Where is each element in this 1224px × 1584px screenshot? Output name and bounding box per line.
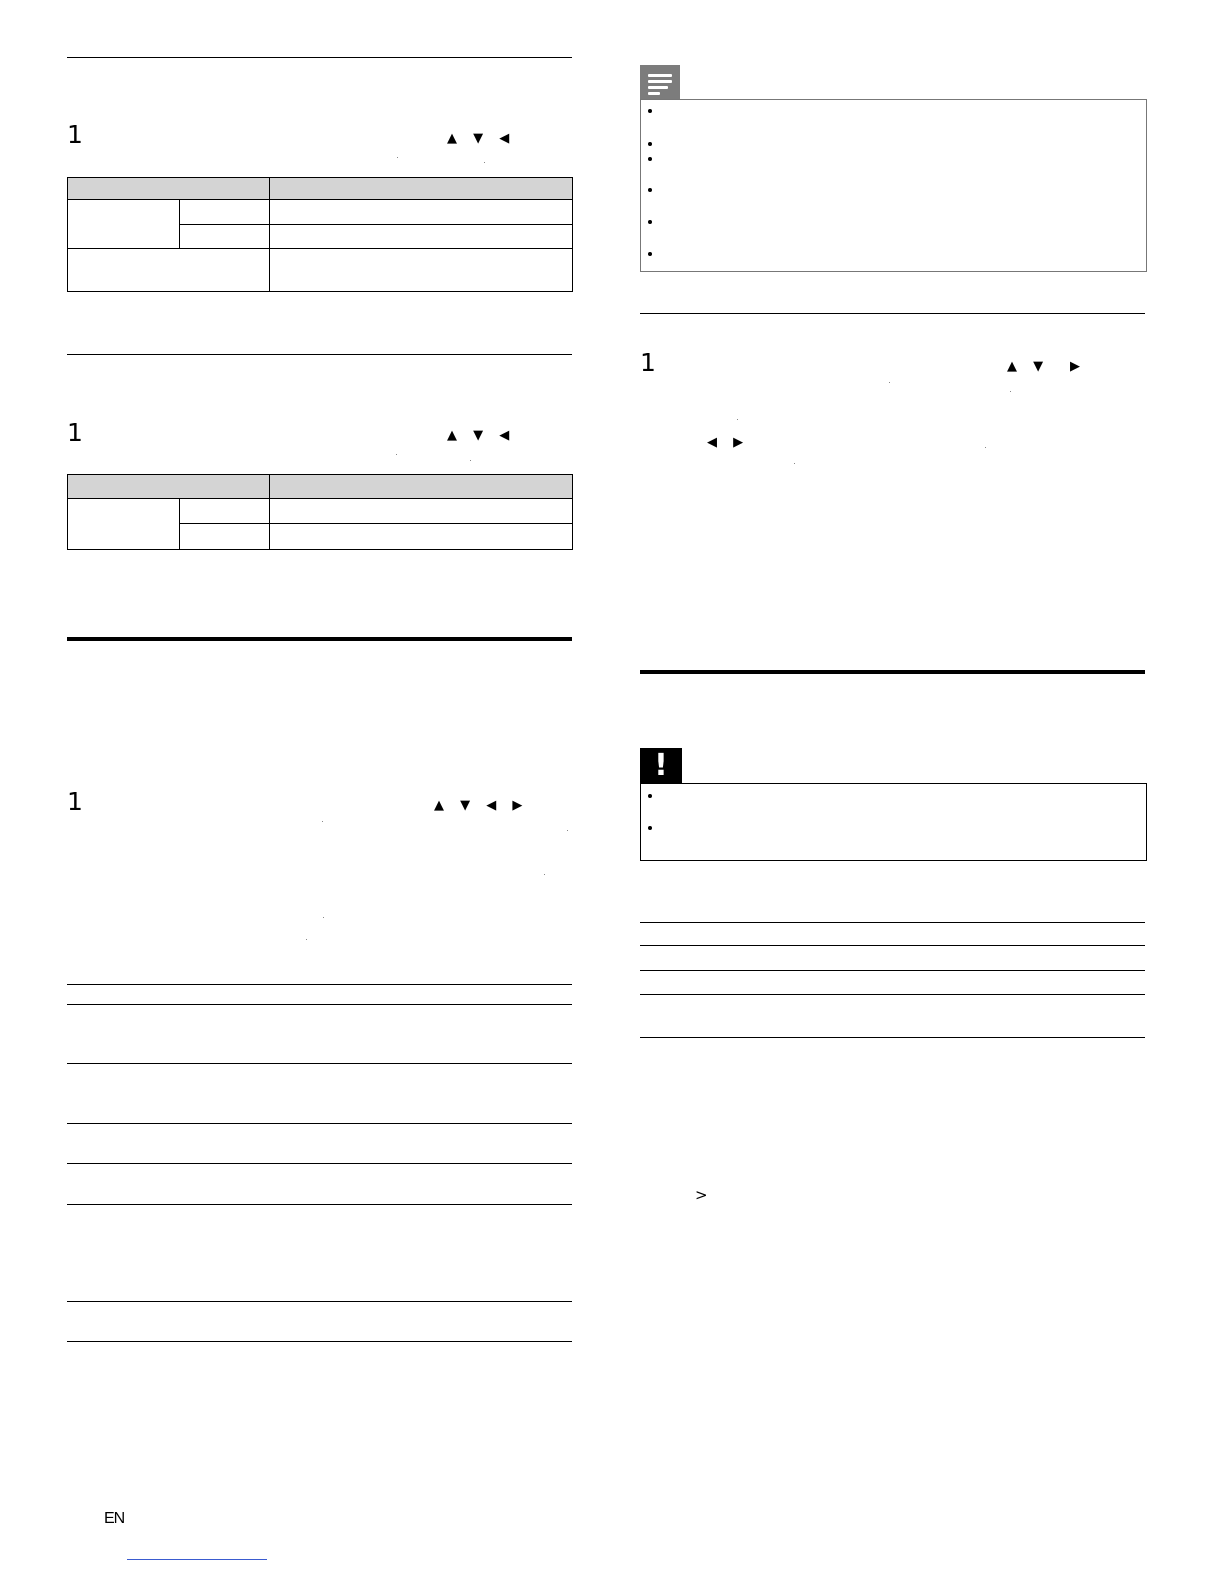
section-a-step-number: 1 [67, 120, 83, 149]
section-d-nav-arrows: ▲ ▼ [1007, 359, 1050, 374]
section-d-step-number: 1 [640, 348, 656, 377]
table-rule [640, 994, 1145, 995]
caution-bullet [648, 826, 652, 830]
language-label: EN [104, 1510, 125, 1527]
table-rule [67, 1163, 572, 1164]
section-b-nav-arrows: ▲ ▼ ◀ [447, 428, 516, 443]
section-b-rule [67, 354, 572, 355]
table-header-row [68, 178, 573, 200]
table-rule [67, 1204, 572, 1205]
footer-link-underline[interactable] [127, 1559, 267, 1560]
table-rule [640, 922, 1145, 923]
note-bullet [648, 220, 652, 224]
table-header-row [68, 475, 573, 499]
note-icon [640, 65, 680, 99]
note-bullet [648, 157, 652, 161]
section-d-nav-arrows-lr: ◀ ▶ [707, 435, 750, 450]
table-rule [67, 1301, 572, 1302]
section-c-nav-arrows: ▲ ▼ ◀ ▶ [434, 798, 529, 813]
table-rule [67, 1123, 572, 1124]
greater-than-mark: > [695, 1186, 708, 1204]
table-row [68, 249, 573, 292]
section-c-step-number: 1 [67, 787, 83, 816]
section-c-heading-rule [67, 637, 572, 641]
table-rule [640, 1037, 1145, 1038]
section-e-heading-rule [640, 670, 1145, 674]
table-rule [67, 1063, 572, 1064]
section-a-rule [67, 57, 572, 58]
table-rule [640, 945, 1145, 946]
section-a-nav-arrows: ▲ ▼ ◀ [447, 131, 516, 146]
settings-table-a [67, 177, 573, 292]
table-rule [640, 970, 1145, 971]
table-row [68, 499, 573, 524]
caution-bullet [648, 794, 652, 798]
note-bullet [648, 109, 652, 113]
note-box [640, 99, 1147, 272]
section-d-nav-arrow-right: ▶ [1070, 359, 1086, 374]
table-rule [67, 1004, 572, 1005]
note-bullet [648, 142, 652, 146]
caution-icon: ! [640, 748, 682, 783]
table-rule [67, 1341, 572, 1342]
table-rule [67, 984, 572, 985]
section-d-rule [640, 313, 1145, 314]
note-bullet [648, 252, 652, 256]
table-row [68, 200, 573, 225]
note-bullet [648, 188, 652, 192]
section-b-step-number: 1 [67, 418, 83, 447]
settings-table-b [67, 474, 573, 550]
caution-box [640, 783, 1147, 861]
